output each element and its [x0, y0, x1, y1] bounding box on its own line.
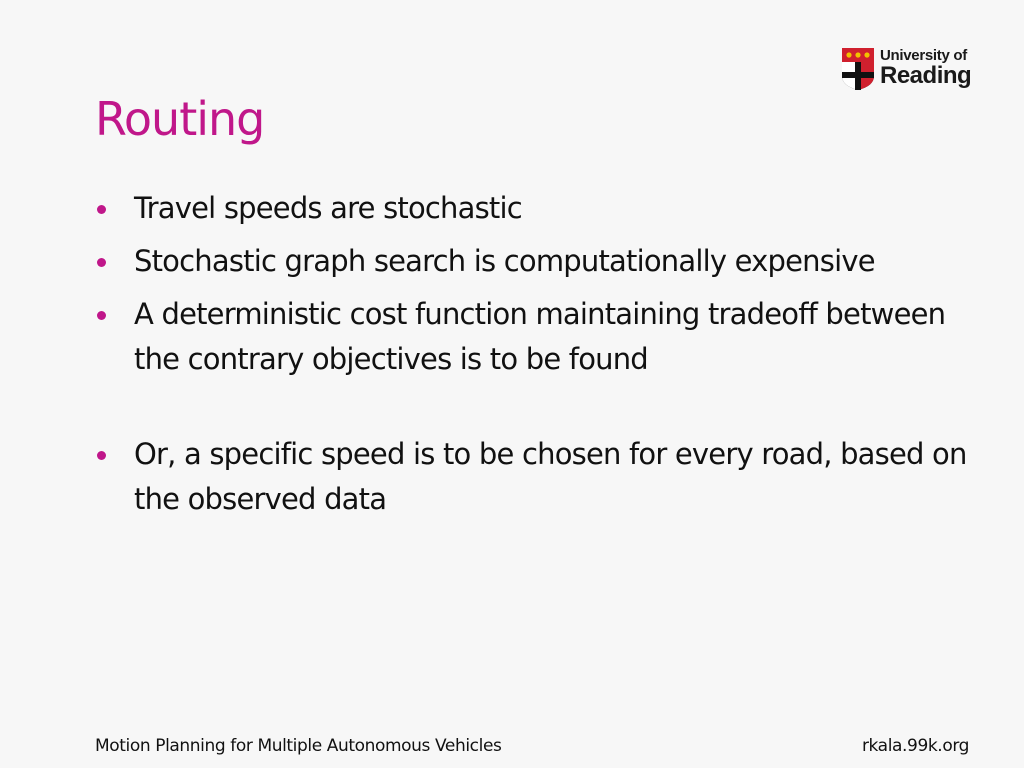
university-logo — [842, 48, 978, 94]
bullet-text: Travel speeds are stochastic — [134, 191, 522, 225]
bullet-item — [95, 432, 975, 522]
bullet-dot-icon — [97, 451, 106, 460]
bullet-dot-icon — [97, 311, 106, 320]
bullet-item — [95, 186, 975, 231]
bullet-text: Stochastic graph search is computationally expensive — [134, 244, 875, 278]
bullet-item — [95, 292, 975, 382]
bullet-text: Or, a specific speed is to be chosen for every road, based on the observed data — [134, 437, 967, 516]
slide-title: Routing — [95, 92, 265, 146]
bullet-dot-icon — [97, 258, 106, 267]
logo-wordmark — [880, 48, 971, 88]
bullet-item — [95, 239, 975, 284]
bullet-text: A deterministic cost function maintaining tradeoff between the contrary objectives is to be found — [134, 297, 946, 376]
bullet-dot-icon — [97, 205, 106, 214]
logo-line-1: University of — [880, 47, 967, 64]
footer-course-title: Motion Planning for Multiple Autonomous Vehicles — [95, 736, 502, 756]
bullet-list — [95, 186, 975, 530]
footer-website: rkala.99k.org — [861, 736, 969, 756]
logo-line-2: Reading — [880, 62, 972, 89]
university-shield-icon — [842, 48, 874, 90]
